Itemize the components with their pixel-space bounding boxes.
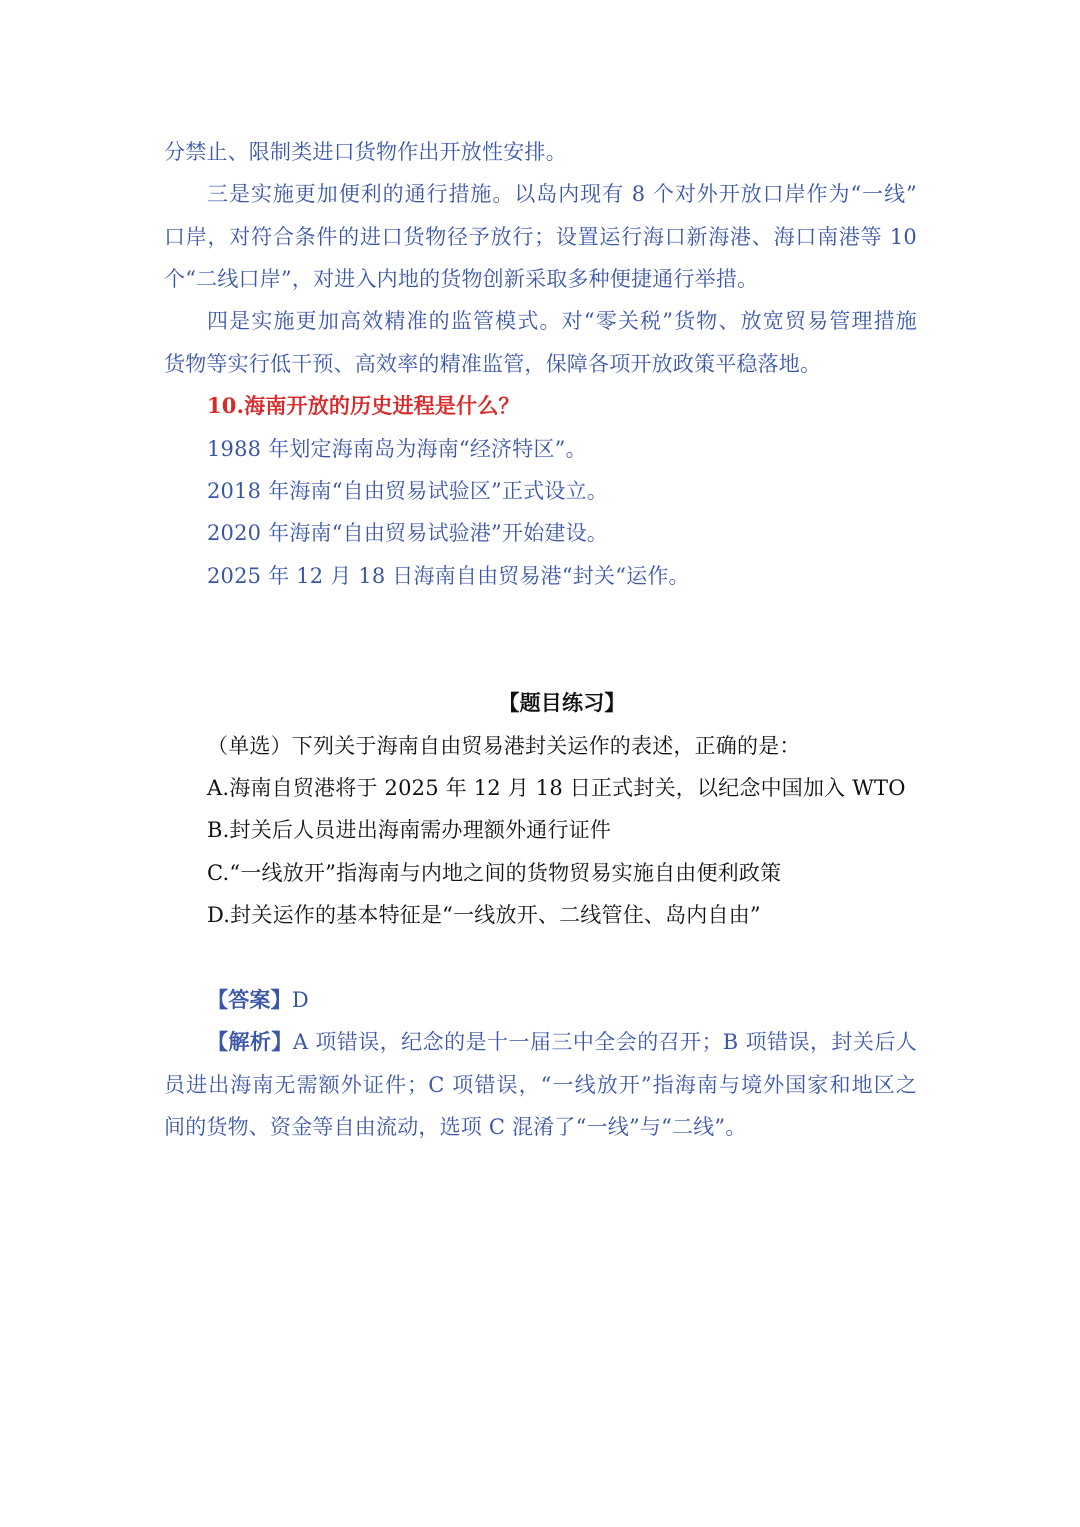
history-item: 2018 年海南“自由贸易试验区”正式设立。 bbox=[207, 479, 608, 503]
answer-line bbox=[207, 979, 907, 1021]
history-item: 2020 年海南“自由贸易试验港”开始建设。 bbox=[207, 521, 608, 545]
paragraph-line: 四是实施更加高效精准的监管模式。对“零关税”货物、放宽贸易管理措施 bbox=[207, 309, 917, 333]
answer-label: 【答案】 bbox=[207, 987, 292, 1012]
option-d: D.封关运作的基本特征是“一线放开、二线管住、岛内自由” bbox=[207, 903, 761, 927]
paragraph-line: 口岸，对符合条件的进口货物径予放行；设置运行海口新海港、海口南港等 10 bbox=[164, 225, 917, 249]
analysis-label: 【解析】 bbox=[207, 1029, 293, 1054]
answer-value: D bbox=[291, 988, 309, 1012]
history-item: 2025 年 12 月 18 日海南自由贸易港“封关“运作。 bbox=[207, 564, 690, 588]
analysis-line: 员进出海南无需额外证件；C 项错误，“一线放开”指海南与境外国家和地区之 bbox=[164, 1073, 917, 1097]
option-a: A.海南自贸港将于 2025 年 12 月 18 日正式封关，以纪念中国加入 WTO bbox=[207, 776, 906, 800]
paragraph-line: 三是实施更加便利的通行措施。以岛内现有 8 个对外开放口岸作为“一线” bbox=[207, 182, 917, 206]
paragraph-line: 货物等实行低干预、高效率的精准监管，保障各项开放政策平稳落地。 bbox=[164, 352, 822, 376]
analysis-line: 间的货物、资金等自由流动，选项 C 混淆了“一线”与“二线”。 bbox=[164, 1115, 747, 1139]
practice-question: （单选）下列关于海南自由贸易港封关运作的表述，正确的是： bbox=[207, 734, 801, 758]
analysis-text: A 项错误，纪念的是十一届三中全会的召开；B 项错误，封关后人 bbox=[292, 1030, 917, 1054]
analysis-line bbox=[207, 1021, 917, 1063]
history-item: 1988 年划定海南岛为海南“经济特区”。 bbox=[207, 437, 587, 461]
option-c: C.“一线放开”指海南与内地之间的货物贸易实施自由便利政策 bbox=[207, 861, 782, 885]
practice-title: 【题目练习】 bbox=[498, 690, 626, 715]
option-b: B.封关后人员进出海南需办理额外通行证件 bbox=[207, 818, 612, 842]
question-heading: 10.海南开放的历史进程是什么？ bbox=[207, 393, 520, 418]
paragraph-line: 个“二线口岸”，对进入内地的货物创新采取多种便捷通行举措。 bbox=[164, 267, 759, 291]
paragraph-line: 分禁止、限制类进口货物作出开放性安排。 bbox=[164, 140, 567, 164]
